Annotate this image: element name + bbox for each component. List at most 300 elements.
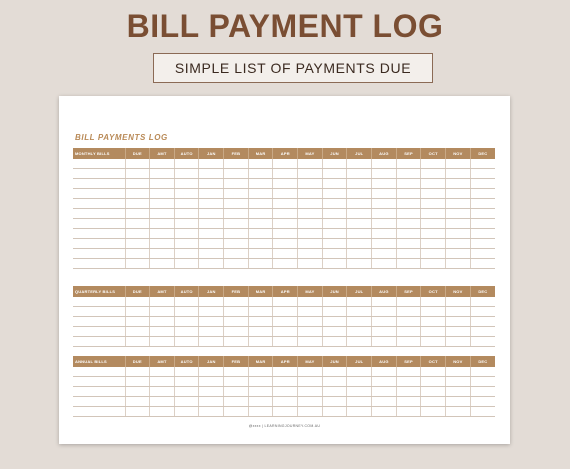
blank-cell bbox=[199, 259, 224, 269]
blank-cell bbox=[372, 239, 397, 249]
blank-cell bbox=[73, 259, 125, 269]
blank-cell bbox=[248, 179, 273, 189]
blank-cell bbox=[446, 219, 471, 229]
table-row bbox=[73, 327, 495, 337]
blank-cell bbox=[470, 297, 495, 307]
blank-cell bbox=[372, 377, 397, 387]
table-row bbox=[73, 209, 495, 219]
blank-cell bbox=[73, 239, 125, 249]
blank-cell bbox=[322, 209, 347, 219]
blank-cell bbox=[421, 317, 446, 327]
blank-cell bbox=[273, 367, 298, 377]
table-row bbox=[73, 337, 495, 347]
blank-cell bbox=[372, 159, 397, 169]
section-label: ANNUAL BILLS bbox=[73, 356, 125, 367]
blank-cell bbox=[347, 189, 372, 199]
blank-cell bbox=[273, 327, 298, 337]
blank-cell bbox=[470, 229, 495, 239]
blank-cell bbox=[298, 407, 323, 417]
blank-cell bbox=[421, 179, 446, 189]
blank-cell bbox=[421, 189, 446, 199]
blank-cell bbox=[372, 249, 397, 259]
column-header-dec: DEC bbox=[470, 148, 495, 159]
blank-cell bbox=[446, 327, 471, 337]
blank-cell bbox=[248, 199, 273, 209]
blank-cell bbox=[298, 317, 323, 327]
blank-cell bbox=[322, 179, 347, 189]
blank-cell bbox=[396, 249, 421, 259]
blank-cell bbox=[174, 377, 199, 387]
blank-cell bbox=[199, 179, 224, 189]
blank-cell bbox=[470, 179, 495, 189]
table-row bbox=[73, 239, 495, 249]
blank-cell bbox=[446, 159, 471, 169]
blank-cell bbox=[298, 337, 323, 347]
blank-cell bbox=[73, 337, 125, 347]
blank-cell bbox=[347, 239, 372, 249]
blank-cell bbox=[125, 317, 150, 327]
blank-cell bbox=[73, 209, 125, 219]
blank-cell bbox=[470, 317, 495, 327]
blank-cell bbox=[125, 189, 150, 199]
blank-cell bbox=[298, 229, 323, 239]
section-label: QUARTERLY BILLS bbox=[73, 286, 125, 297]
blank-cell bbox=[470, 159, 495, 169]
column-header-may: MAY bbox=[298, 356, 323, 367]
blank-cell bbox=[421, 327, 446, 337]
blank-cell bbox=[322, 169, 347, 179]
blank-cell bbox=[322, 337, 347, 347]
column-header-jul: JUL bbox=[347, 356, 372, 367]
blank-cell bbox=[322, 259, 347, 269]
blank-cell bbox=[73, 407, 125, 417]
blank-cell bbox=[73, 169, 125, 179]
blank-cell bbox=[174, 199, 199, 209]
column-header-jan: JAN bbox=[199, 148, 224, 159]
blank-cell bbox=[273, 169, 298, 179]
blank-cell bbox=[273, 377, 298, 387]
blank-cell bbox=[73, 307, 125, 317]
blank-cell bbox=[224, 317, 249, 327]
blank-cell bbox=[248, 337, 273, 347]
column-header-nov: NOV bbox=[446, 286, 471, 297]
blank-cell bbox=[73, 297, 125, 307]
blank-cell bbox=[470, 367, 495, 377]
blank-cell bbox=[446, 229, 471, 239]
column-header-due: DUE bbox=[125, 356, 150, 367]
blank-cell bbox=[470, 219, 495, 229]
blank-cell bbox=[322, 219, 347, 229]
blank-cell bbox=[125, 387, 150, 397]
blank-cell bbox=[396, 377, 421, 387]
blank-cell bbox=[150, 249, 175, 259]
blank-cell bbox=[446, 377, 471, 387]
blank-cell bbox=[150, 317, 175, 327]
column-header-jul: JUL bbox=[347, 148, 372, 159]
blank-cell bbox=[446, 259, 471, 269]
blank-cell bbox=[174, 407, 199, 417]
blank-cell bbox=[224, 249, 249, 259]
blank-cell bbox=[273, 259, 298, 269]
blank-cell bbox=[347, 307, 372, 317]
column-header-due: DUE bbox=[125, 148, 150, 159]
column-header-sep: SEP bbox=[396, 356, 421, 367]
column-header-aug: AUG bbox=[372, 148, 397, 159]
blank-cell bbox=[298, 179, 323, 189]
blank-cell bbox=[199, 169, 224, 179]
table-row bbox=[73, 377, 495, 387]
blank-cell bbox=[174, 337, 199, 347]
blank-cell bbox=[273, 189, 298, 199]
blank-cell bbox=[73, 317, 125, 327]
blank-cell bbox=[174, 387, 199, 397]
footer-credit: @xxxx | LEARNINGJOURNEY.COM.AU bbox=[248, 424, 321, 428]
blank-cell bbox=[470, 169, 495, 179]
blank-cell bbox=[322, 297, 347, 307]
blank-cell bbox=[248, 249, 273, 259]
blank-cell bbox=[73, 219, 125, 229]
blank-cell bbox=[322, 407, 347, 417]
blank-cell bbox=[446, 199, 471, 209]
blank-cell bbox=[224, 259, 249, 269]
blank-cell bbox=[199, 317, 224, 327]
blank-cell bbox=[73, 367, 125, 377]
table-row bbox=[73, 259, 495, 269]
blank-cell bbox=[248, 239, 273, 249]
blank-cell bbox=[322, 377, 347, 387]
blank-cell bbox=[224, 199, 249, 209]
blank-cell bbox=[396, 407, 421, 417]
blank-cell bbox=[322, 327, 347, 337]
blank-cell bbox=[396, 169, 421, 179]
blank-cell bbox=[372, 259, 397, 269]
blank-cell bbox=[322, 199, 347, 209]
blank-cell bbox=[224, 367, 249, 377]
blank-cell bbox=[125, 327, 150, 337]
blank-cell bbox=[150, 297, 175, 307]
blank-cell bbox=[421, 377, 446, 387]
blank-cell bbox=[150, 407, 175, 417]
column-header-amt: AMT bbox=[150, 148, 175, 159]
blank-cell bbox=[150, 209, 175, 219]
blank-cell bbox=[273, 199, 298, 209]
blank-cell bbox=[125, 209, 150, 219]
monthly-bills-table bbox=[73, 148, 495, 269]
blank-cell bbox=[470, 189, 495, 199]
blank-cell bbox=[470, 387, 495, 397]
blank-cell bbox=[421, 297, 446, 307]
blank-cell bbox=[396, 239, 421, 249]
blank-cell bbox=[150, 397, 175, 407]
blank-cell bbox=[372, 209, 397, 219]
blank-cell bbox=[470, 307, 495, 317]
column-header-jun: JUN bbox=[322, 148, 347, 159]
blank-cell bbox=[224, 397, 249, 407]
blank-cell bbox=[470, 377, 495, 387]
blank-cell bbox=[396, 199, 421, 209]
blank-cell bbox=[174, 327, 199, 337]
column-header-feb: FEB bbox=[224, 356, 249, 367]
table-row bbox=[73, 307, 495, 317]
table-row bbox=[73, 169, 495, 179]
blank-cell bbox=[73, 327, 125, 337]
blank-cell bbox=[372, 387, 397, 397]
blank-cell bbox=[470, 249, 495, 259]
blank-cell bbox=[125, 377, 150, 387]
blank-cell bbox=[248, 387, 273, 397]
column-header-auto: AUTO bbox=[174, 286, 199, 297]
blank-cell bbox=[73, 249, 125, 259]
table-row bbox=[73, 159, 495, 169]
blank-cell bbox=[372, 367, 397, 377]
blank-cell bbox=[347, 249, 372, 259]
column-header-oct: OCT bbox=[421, 148, 446, 159]
table-row bbox=[73, 387, 495, 397]
blank-cell bbox=[372, 189, 397, 199]
column-header-aug: AUG bbox=[372, 286, 397, 297]
blank-cell bbox=[396, 337, 421, 347]
blank-cell bbox=[298, 209, 323, 219]
blank-cell bbox=[298, 377, 323, 387]
blank-cell bbox=[421, 337, 446, 347]
column-header-feb: FEB bbox=[224, 286, 249, 297]
blank-cell bbox=[470, 327, 495, 337]
table-header-row bbox=[73, 286, 495, 297]
blank-cell bbox=[199, 377, 224, 387]
blank-cell bbox=[396, 387, 421, 397]
blank-cell bbox=[470, 337, 495, 347]
blank-cell bbox=[372, 397, 397, 407]
blank-cell bbox=[150, 159, 175, 169]
blank-cell bbox=[372, 169, 397, 179]
blank-cell bbox=[248, 307, 273, 317]
blank-cell bbox=[199, 337, 224, 347]
blank-cell bbox=[199, 219, 224, 229]
blank-cell bbox=[73, 159, 125, 169]
blank-cell bbox=[446, 239, 471, 249]
blank-cell bbox=[150, 367, 175, 377]
blank-cell bbox=[273, 317, 298, 327]
blank-cell bbox=[396, 259, 421, 269]
blank-cell bbox=[273, 407, 298, 417]
blank-cell bbox=[421, 259, 446, 269]
blank-cell bbox=[150, 337, 175, 347]
blank-cell bbox=[470, 239, 495, 249]
blank-cell bbox=[174, 209, 199, 219]
blank-cell bbox=[150, 259, 175, 269]
blank-cell bbox=[347, 159, 372, 169]
blank-cell bbox=[125, 159, 150, 169]
blank-cell bbox=[298, 387, 323, 397]
table-row bbox=[73, 179, 495, 189]
blank-cell bbox=[446, 367, 471, 377]
column-header-amt: AMT bbox=[150, 356, 175, 367]
column-header-dec: DEC bbox=[470, 356, 495, 367]
blank-cell bbox=[248, 297, 273, 307]
blank-cell bbox=[248, 169, 273, 179]
column-header-may: MAY bbox=[298, 286, 323, 297]
column-header-due: DUE bbox=[125, 286, 150, 297]
blank-cell bbox=[421, 229, 446, 239]
blank-cell bbox=[347, 229, 372, 239]
blank-cell bbox=[174, 189, 199, 199]
blank-cell bbox=[396, 297, 421, 307]
blank-cell bbox=[298, 199, 323, 209]
blank-cell bbox=[224, 407, 249, 417]
column-header-may: MAY bbox=[298, 148, 323, 159]
blank-cell bbox=[322, 387, 347, 397]
blank-cell bbox=[224, 179, 249, 189]
blank-cell bbox=[322, 307, 347, 317]
blank-cell bbox=[372, 229, 397, 239]
blank-cell bbox=[372, 219, 397, 229]
blank-cell bbox=[322, 317, 347, 327]
blank-cell bbox=[174, 159, 199, 169]
blank-cell bbox=[273, 297, 298, 307]
blank-cell bbox=[273, 209, 298, 219]
blank-cell bbox=[174, 239, 199, 249]
blank-cell bbox=[298, 169, 323, 179]
blank-cell bbox=[273, 307, 298, 317]
blank-cell bbox=[421, 159, 446, 169]
page-title: BILL PAYMENT LOG bbox=[126, 8, 444, 44]
blank-cell bbox=[372, 307, 397, 317]
table-row bbox=[73, 219, 495, 229]
blank-cell bbox=[372, 317, 397, 327]
column-header-auto: AUTO bbox=[174, 148, 199, 159]
blank-cell bbox=[470, 397, 495, 407]
blank-cell bbox=[396, 209, 421, 219]
blank-cell bbox=[322, 239, 347, 249]
table-header-row bbox=[73, 148, 495, 159]
blank-cell bbox=[199, 327, 224, 337]
table-row bbox=[73, 317, 495, 327]
blank-cell bbox=[248, 407, 273, 417]
blank-cell bbox=[347, 337, 372, 347]
blank-cell bbox=[150, 229, 175, 239]
blank-cell bbox=[322, 189, 347, 199]
blank-cell bbox=[298, 307, 323, 317]
blank-cell bbox=[372, 179, 397, 189]
blank-cell bbox=[446, 209, 471, 219]
blank-cell bbox=[273, 239, 298, 249]
blank-cell bbox=[322, 229, 347, 239]
blank-cell bbox=[396, 317, 421, 327]
blank-cell bbox=[224, 209, 249, 219]
blank-cell bbox=[446, 407, 471, 417]
blank-cell bbox=[396, 397, 421, 407]
blank-cell bbox=[396, 159, 421, 169]
blank-cell bbox=[322, 159, 347, 169]
blank-cell bbox=[446, 307, 471, 317]
blank-cell bbox=[150, 307, 175, 317]
blank-cell bbox=[298, 159, 323, 169]
blank-cell bbox=[224, 219, 249, 229]
blank-cell bbox=[298, 239, 323, 249]
column-header-auto: AUTO bbox=[174, 356, 199, 367]
blank-cell bbox=[298, 219, 323, 229]
blank-cell bbox=[298, 397, 323, 407]
blank-cell bbox=[150, 199, 175, 209]
blank-cell bbox=[174, 249, 199, 259]
blank-cell bbox=[174, 219, 199, 229]
column-header-sep: SEP bbox=[396, 148, 421, 159]
blank-cell bbox=[174, 317, 199, 327]
blank-cell bbox=[347, 209, 372, 219]
blank-cell bbox=[421, 387, 446, 397]
blank-cell bbox=[199, 229, 224, 239]
blank-cell bbox=[174, 259, 199, 269]
blank-cell bbox=[199, 397, 224, 407]
blank-cell bbox=[150, 377, 175, 387]
blank-cell bbox=[125, 179, 150, 189]
blank-cell bbox=[150, 179, 175, 189]
blank-cell bbox=[347, 407, 372, 417]
blank-cell bbox=[446, 387, 471, 397]
blank-cell bbox=[298, 249, 323, 259]
blank-cell bbox=[396, 307, 421, 317]
column-header-jul: JUL bbox=[347, 286, 372, 297]
blank-cell bbox=[125, 229, 150, 239]
blank-cell bbox=[125, 367, 150, 377]
blank-cell bbox=[347, 317, 372, 327]
column-header-apr: APR bbox=[273, 148, 298, 159]
blank-cell bbox=[224, 239, 249, 249]
blank-cell bbox=[125, 169, 150, 179]
blank-cell bbox=[273, 249, 298, 259]
blank-cell bbox=[446, 317, 471, 327]
blank-cell bbox=[470, 407, 495, 417]
blank-cell bbox=[372, 297, 397, 307]
blank-cell bbox=[446, 337, 471, 347]
blank-cell bbox=[396, 179, 421, 189]
table-row bbox=[73, 367, 495, 377]
column-header-oct: OCT bbox=[421, 356, 446, 367]
blank-cell bbox=[199, 199, 224, 209]
quarterly-bills-table bbox=[73, 286, 495, 347]
blank-cell bbox=[125, 259, 150, 269]
column-header-apr: APR bbox=[273, 286, 298, 297]
blank-cell bbox=[273, 159, 298, 169]
blank-cell bbox=[248, 259, 273, 269]
blank-cell bbox=[199, 249, 224, 259]
blank-cell bbox=[421, 397, 446, 407]
blank-cell bbox=[273, 229, 298, 239]
column-header-jun: JUN bbox=[322, 286, 347, 297]
blank-cell bbox=[372, 327, 397, 337]
blank-cell bbox=[73, 377, 125, 387]
blank-cell bbox=[73, 199, 125, 209]
table-row bbox=[73, 397, 495, 407]
blank-cell bbox=[372, 337, 397, 347]
blank-cell bbox=[125, 249, 150, 259]
blank-cell bbox=[421, 169, 446, 179]
blank-cell bbox=[248, 327, 273, 337]
blank-cell bbox=[273, 397, 298, 407]
table-row bbox=[73, 189, 495, 199]
blank-cell bbox=[248, 377, 273, 387]
blank-cell bbox=[446, 179, 471, 189]
blank-cell bbox=[150, 387, 175, 397]
blank-cell bbox=[347, 199, 372, 209]
blank-cell bbox=[446, 189, 471, 199]
blank-cell bbox=[224, 307, 249, 317]
blank-cell bbox=[298, 259, 323, 269]
blank-cell bbox=[248, 317, 273, 327]
blank-cell bbox=[199, 189, 224, 199]
blank-cell bbox=[224, 337, 249, 347]
column-header-mar: MAR bbox=[248, 148, 273, 159]
